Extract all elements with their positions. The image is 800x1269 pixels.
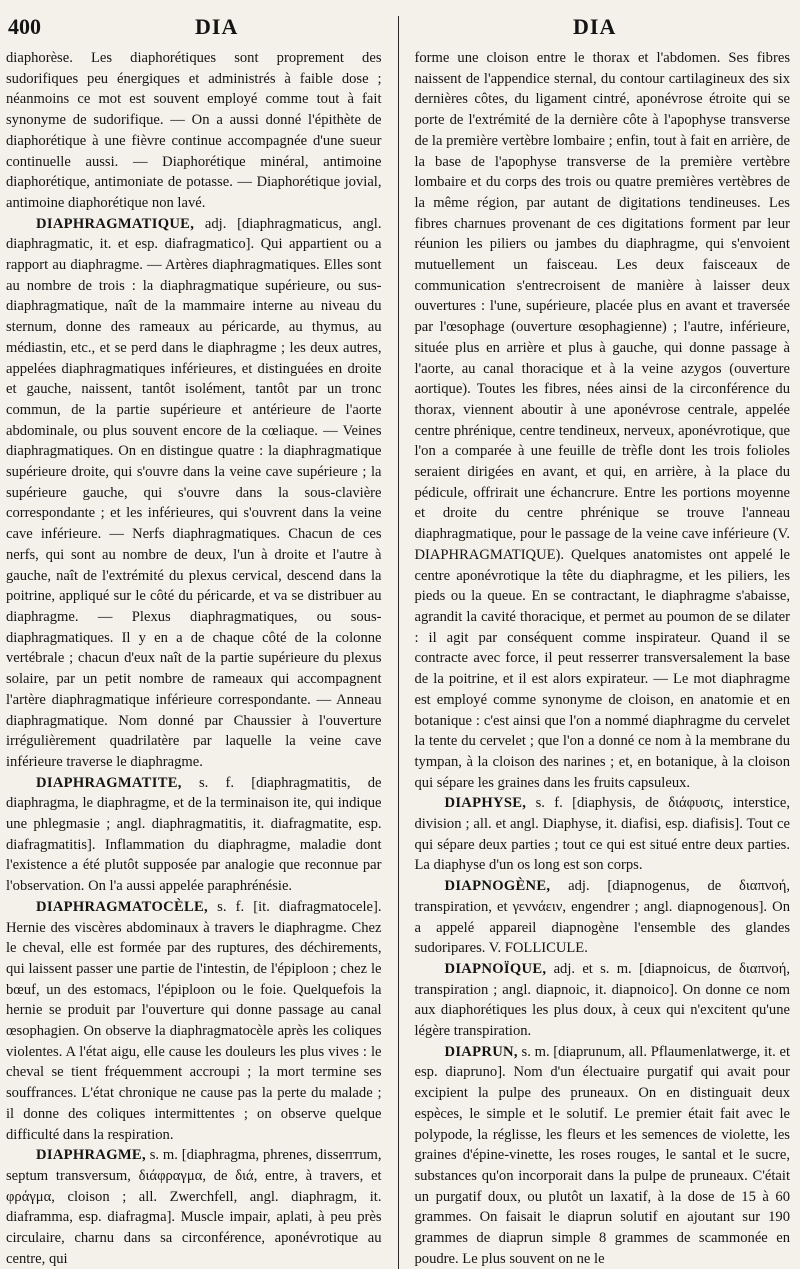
continued-paragraph: [414, 48, 790, 793]
dictionary-entry: [414, 959, 790, 1042]
entry-headword: DIAPRUN,: [444, 1043, 518, 1060]
entry-text: s. m. [diaprunum, all. Pflaumenlatwerge, it. et esp. diapruno]. Nom d'un électuaire purgatif qui avait pour excipient la pulpe des pruneaux. On en distinguait deux espèces, le simple et le solutif. Le premier était fait avec le polypode, la réglisse, les fleurs et les semences de violette, les graines d'épine-vinette, les roses rouges, le santal et le sucre, substances qu'on incorporait dans la pulpe de pruneaux. C'était un purgatif doux, ou plutôt un laxatif, à la dose de 15 à 60 grammes. On faisait le diaprun solutif en ajoutant sur 190 grammes de diaprun simple 8 grammes de scammonée en poudre. Le plus souvent on ne le: [414, 1043, 790, 1267]
entry-headword: DIAPHYSE,: [444, 795, 527, 812]
running-head-right: DIA: [573, 14, 617, 39]
dictionary-entry: [6, 773, 382, 897]
entry-text: adj. et s. m. [diapnoicus, de διαπνοή, transpiration ; angl. diapnoic, it. diapnoico]. On donne ce nom aux diaphorétiques les plus doux, à ceux qui n'excitent qu'une légère transpiration.: [414, 960, 790, 1040]
dictionary-entry: [414, 1042, 790, 1269]
dictionary-entry: [414, 876, 790, 959]
entry-text: adj. [diaphragmaticus, angl. diaphragmatic, it. et esp. diafragmatico]. Qui appartient ou a rapport au diaphragme. — Artères diaphragmatiques. Elles sont au nombre de trois : la diaphragmatique supérieure, ou sus-diaphragmatique, naît de la mammaire interne au niveau du sternum, donne des rameaux au péricarde, au thymus, au médiastin, etc., et se perd dans le diaphragme ; les deux autres, appelées diaphragmatiques inférieures, et distinguées en droite et gauche, naissent, tantôt isolément, tantôt par un tronc commun, de la partie supérieure et antérieure de l'aorte abdominale, ou plus souvent encore de la cœliaque. — Veines diaphragmatiques. On en distingue quatre : la diaphragmatique supérieure droite, qui s'ouvre dans la veine cave supérieure ; la supérieure gauche, qui s'ouvre dans la sous-clavière correspondante ; et les inférieures, qui s'ouvrent dans la veine cave inférieure. — Nerfs diaphragmatiques. Chacun de ces nerfs, qui sont au nombre de deux, l'un à droite et l'autre à gauche, naît de l'extrémité du plexus cervical, descend dans la poitrine, appliqué sur le côté du péricarde, et va se distribuer au diaphragme. — Plexus diaphragmatiques, ou sous-diaphragmatiques. Il y en a de chaque côté de la colonne vertébrale ; chacun d'eux naît de la partie supérieure du plexus solaire, par un petit nombre de rameaux qui accompagnent l'artère diaphragmatique inférieure correspondante. — Anneau diaphragmatique. Nom donné par Chaussier à l'ouverture irrégulièrement quadrilatère par laquelle la veine cave inférieure traverse le diaphragme.: [6, 215, 382, 770]
dictionary-entry: [6, 1145, 382, 1269]
entry-text: s. m. [diaphragma, phrenes, dissептum, septum transversum, διάφραγμα, de διά, entre, à travers, et φράγμα, cloison ; all. Zwerchfell, angl. diaphragm, it. diaframma, esp. diafragma]. Muscle impair, aplati, à peu près circulaire, charnu dans sa circonférence, aponévrotique au centre, qui: [6, 1147, 382, 1267]
page-number: 400: [8, 14, 41, 39]
dictionary-entry: [6, 897, 382, 1145]
entry-headword: DIAPNOGÈNE,: [444, 878, 551, 895]
page-header: [6, 14, 790, 48]
text-columns: [6, 48, 790, 1269]
entry-headword: DIAPHRAGMATITE,: [36, 774, 182, 791]
entry-headword: DIAPHRAGME,: [36, 1147, 146, 1164]
dictionary-entry: [414, 793, 790, 876]
running-head-left: DIA: [195, 14, 239, 39]
entry-text: forme une cloison entre le thorax et l'abdomen. Ses fibres naissent de l'appendice sternal, du contour cartilagineux des six dernières côtes, du ligament cintré, aponévrose étroite qui se porte de l'extrémité de la dernière côte à l'apophyse transverse de la première vertèbre lombaire ; enfin, tout à fait en arrière, de la base de l'apophyse transverse de la première vertèbre lombaire et du corps des trois ou quatre premières vertèbres de la même région, par autant de digitations tendineuses. Les fibres charnues provenant de ces digitations forment par leur réunion les piliers ou jambes du diaphragme, qui s'envoient mutuellement un faisceau. Les deux faisceaux de communication s'entrecroisent de manière à laisser deux ouvertures : l'une, supérieure, placée plus en avant et traversée par l'œsophage (ouverture œsophagienne) ; l'autre, inférieure, située plus en arrière et plus à gauche, qui donne passage à l'aorte, au canal thoracique et à la veine azygos (ouverture aortique). Toutes les fibres, nées ainsi de la circonférence du thorax, viennent aboutir à une aponévrose centrale, appelée centre phrénique, centre tendineux, nerveux, aponévrotique, que l'on a comparée à une feuille de trèfle dont les trois folioles seraient dirigées en avant, et qui, en arrière, à la place du pédicule, offrirait une échancrure. Entre les portions moyenne et droite du centre phrénique se trouve l'anneau diaphragmatique, pour le passage de la veine cave inférieure (V. DIAPHRAGMATIQUE). Quelques anatomistes ont appelé le centre aponévrotique la tête du diaphragme, et les piliers, les pieds ou la queue. En se contractant, le diaphragme s'abaisse, agrandit la cavité thoracique, et permet au poumon de se dilater : il agit par conséquent comme inspirateur. Quand il se contracte avec force, il peut resserrer transversalement la base de la poitrine, et il est alors expirateur. — Le mot diaphragme est employé comme synonyme de cloison, en anatomie et en botanique : c'est ainsi que l'on a nommé diaphragme du cervelet la tente du cervelet ; que l'on a donné ce nom à la membrane du tympan, à la cloison des narines ; et, en botanique, à la cloison qui sépare les graines dans les fruits capsuleux.: [414, 50, 790, 791]
entry-text: diaphorèse. Les diaphorétiques sont proprement des sudorifiques peu énergiques et administrés à faible dose ; néanmoins ce mot est souvent employé comme tout à fait synonyme de sudorifique. — On a aussi donné l'épithète de diaphorétique à une fièvre continue accompagnée d'une sueur continuelle aussi. — Diaphorétique minéral, antimoine diaphorétique, antimoniate de potasse. — Diaphorétique jovial, antimoine diaphorétique non lavé.: [6, 50, 382, 211]
column-divider: [398, 16, 399, 1269]
left-column: [6, 48, 382, 1269]
entry-headword: DIAPNOÏQUE,: [444, 960, 547, 977]
entry-text: s. f. [diaphragmatitis, de diaphragma, le diaphragme, et de la terminaison ite, qui indique une phlegmasie ; angl. diaphragmatitis, it. diafragmatite, esp. diafragmatitis]. Inflammation du diaphragme, maladie dont l'existence a été plutôt supposée par analogie que reconnue par l'observation. On l'a aussi appelée paraphrénésie.: [6, 774, 382, 895]
entry-text: s. f. [diaphysis, de διάφυσις, interstice, division ; all. et angl. Diaphyse, it. diafisi, esp. diafisis]. Tout ce qui sépare deux parties ; tout ce qui est situé entre deux parties. La diaphyse d'un os long est son corps.: [414, 795, 790, 874]
entry-headword: DIAPHRAGMATOCÈLE,: [36, 898, 208, 915]
entry-text: s. f. [it. diafragmatocele]. Hernie des viscères abdominaux à travers le diaphragme. Chez le cheval, elle est formée par des ruptures, des déchirements, qui laissent passer une partie de l'intestin, de l'épiploon ; chez le bœuf, un des estomacs, l'épiploon ou le foie. Quelquefois la hernie se produit par l'ouverture qui donne passage au canal œsophagien. On observe la diaphragmatocèle après les coliques violentes. A l'état aigu, elle cause les douleurs les plus vives : le cheval se tient fréquemment accroupi ; la mort termine ses souffrances. L'état chronique ne cause pas la perte du malade ; il donne des coliques intermittentes ; on observe quelque difficulté dans la respiration.: [6, 898, 382, 1143]
entry-headword: DIAPHRAGMATIQUE,: [36, 215, 195, 232]
continued-paragraph: [6, 48, 382, 214]
dictionary-entry: [6, 214, 382, 773]
right-column: [414, 48, 790, 1269]
entry-text: adj. [diapnogenus, de διαπνοή, transpiration, et γεννάειν, engendrer ; angl. diapnogenous]. On a appelé appareil diapnogène l'ensemble des glandes sudoripares. V. FOLLICULE.: [414, 878, 790, 957]
